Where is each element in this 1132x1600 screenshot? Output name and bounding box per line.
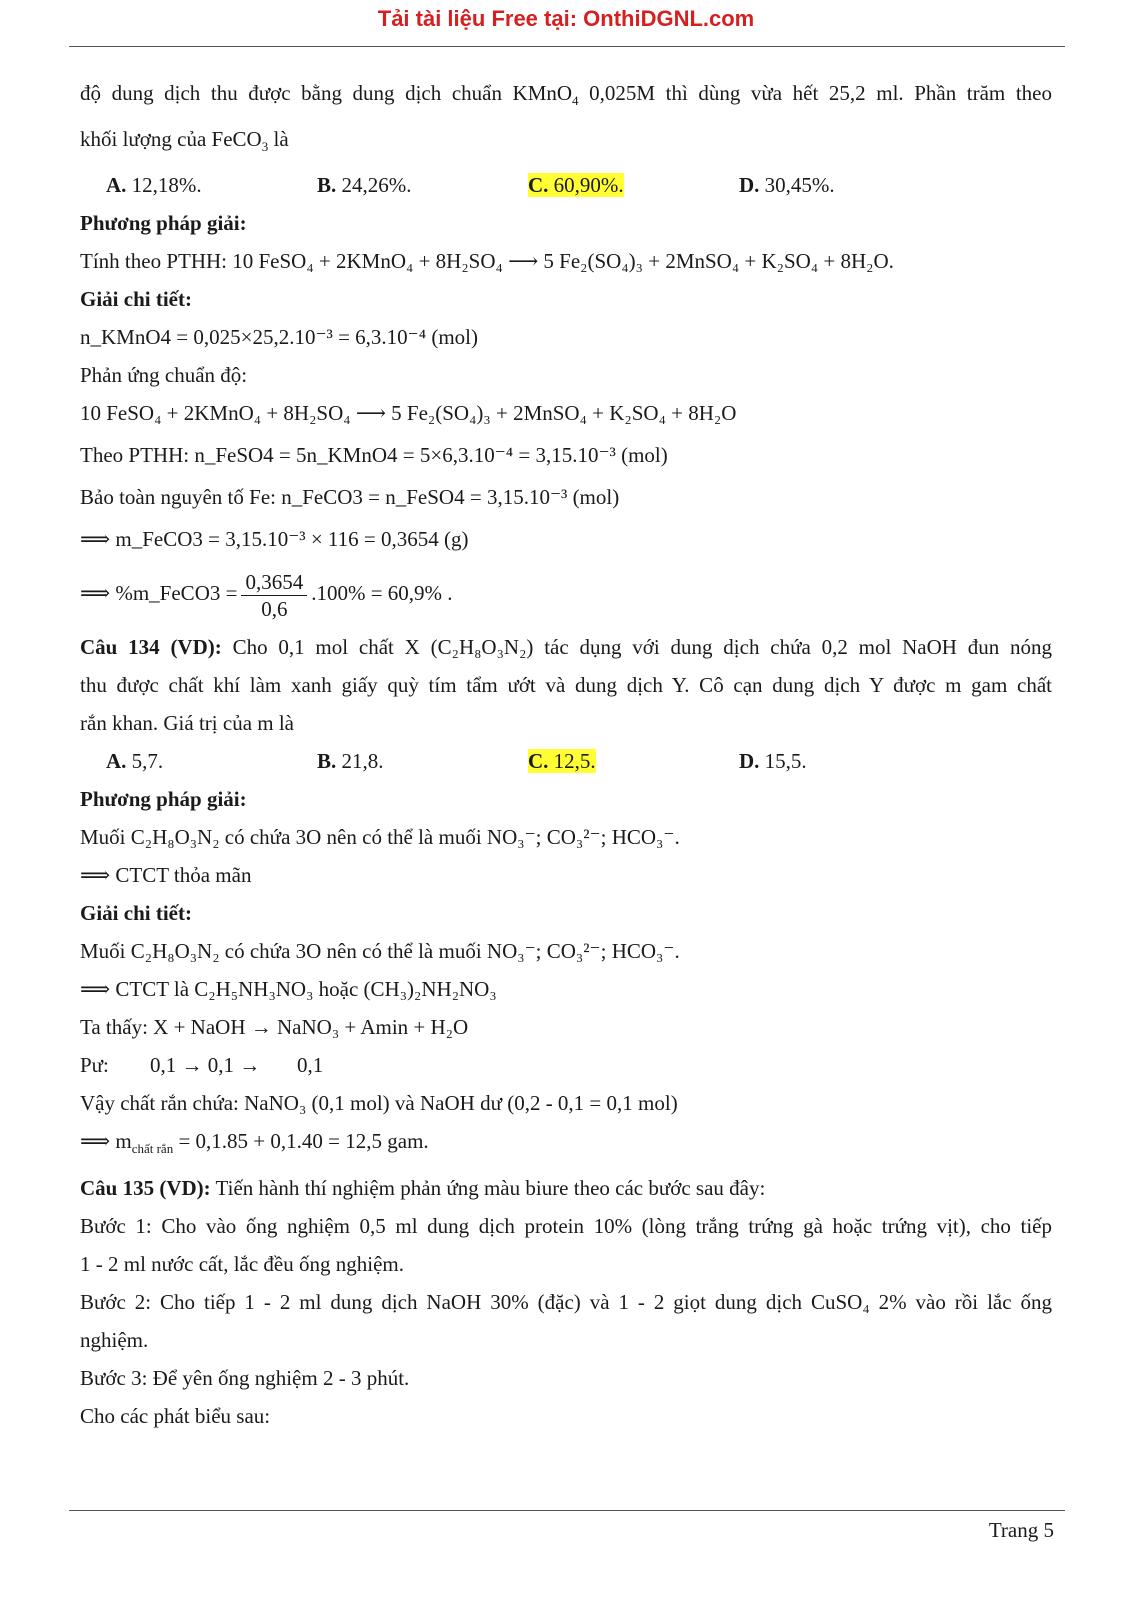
q134-text-line-3: rắn khan. Giá trị của m là [80, 711, 294, 736]
q135-step1-line-1: Bước 1: Cho vào ống nghiệm 0,5 ml dung dịch protein 10% (lòng trắng trứng gà hoặc trứng vịt), cho tiếp [80, 1213, 1052, 1238]
q135-step2-line-2: nghiệm. [80, 1327, 149, 1352]
q134-option-c-correct[interactable]: C. 12,5. [528, 749, 596, 774]
q133-option-a[interactable]: A. 12,18%. [106, 173, 202, 198]
q134-detail-title: Giải chi tiết: [80, 901, 192, 926]
q135-statements-intro: Cho các phát biểu sau: [80, 1403, 271, 1428]
q134-detail-line-3: Ta thấy: X + NaOH → NaNO₃ + Amin + H₂O [80, 1015, 469, 1040]
q133-intro-line-2: khối lượng của FeCO$_3$ là [80, 127, 289, 155]
q133-titration-label: Phản ứng chuẩn độ: [80, 363, 248, 388]
q134-detail-line-4: Pư: 0,1 → 0,1 → 0,1 [80, 1053, 324, 1078]
page-number: Trang 5 [988, 1518, 1054, 1542]
q134-option-b[interactable]: B. 21,8. [317, 749, 384, 774]
q134-detail-line-5: Vậy chất rắn chứa: NaNO₃ (0,1 mol) và NaOH dư (0,2 - 0,1 = 0,1 mol) [80, 1091, 678, 1116]
q134-detail-line-6: ⟹ $m_{chất rắn} = 0,1.85 + 0,1.40 = 12,5$ gam. [80, 1129, 429, 1157]
q134-options [80, 742, 1052, 780]
q133-method-title: Phương pháp giải: [80, 211, 247, 236]
q134-method-title: Phương pháp giải: [80, 787, 247, 812]
q134-detail-line-2: ⟹ CTCT là C₂H₅NH₃NO₃ hoặc (CH₃)₂NH₂NO₃ [80, 977, 497, 1002]
footer-divider [69, 1510, 1065, 1511]
q133-option-b[interactable]: B. 24,26%. [317, 173, 412, 198]
q135-step1-line-2: 1 - 2 ml nước cất, lắc đều ống nghiệm. [80, 1251, 404, 1276]
page-content [80, 74, 1052, 1435]
q134-option-d[interactable]: D. 15,5. [739, 749, 807, 774]
q135-step2-line-1: Bước 2: Cho tiếp 1 - 2 ml dung dịch NaOH 30% (đặc) và 1 - 2 giọt dung dịch CuSO₄ 2% vào rồi lắc ống [80, 1289, 1052, 1314]
q134-option-a[interactable]: A. 5,7. [106, 749, 164, 774]
q135-title-line: Câu 135 (VD): Tiến hành thí nghiệm phản ứng màu biure theo các bước sau đây: [80, 1175, 766, 1200]
q133-options [80, 166, 1052, 204]
site-header-banner: Tải tài liệu Free tại: OnthiDGNL.com [377, 6, 755, 31]
q133-method-text: Tính theo PTHH: 10 FeSO₄ + 2KMnO₄ + 8H₂SO₄ ⟶ 5 Fe₂(SO₄)₃ + 2MnSO₄ + K₂SO₄ + 8H₂O. [80, 249, 894, 274]
q133-eq-percent: ⟹ %m_FeCO3 = $\frac{0,3654}{0,6}$ .100% = 60,9% . [80, 570, 453, 622]
fraction: $\frac{0,3654}{0,6}$ [241, 569, 307, 622]
q133-eq-m-feco3: ⟹ m_FeCO3 = 3,15.10⁻³ × 116 = 0,3654 (g) [80, 527, 469, 552]
q133-eq-n-feco3: Bảo toàn nguyên tố Fe: n_FeCO3 = n_FeSO4 = 3,15.10⁻³ (mol) [80, 485, 620, 510]
q133-titration-eq: 10 FeSO₄ + 2KMnO₄ + 8H₂SO₄ ⟶ 5 Fe₂(SO₄)₃ + 2MnSO₄ + K₂SO₄ + 8H₂O [80, 401, 737, 426]
q133-intro-line-1: độ dung dịch thu được bằng dung dịch chuẩn KMnO$_4$ 0,025M thì dùng vừa hết 25,2 ml. Phần trăm theo [80, 81, 1052, 109]
q133-option-d[interactable]: D. 30,45%. [739, 173, 835, 198]
q134-text-line-2: thu được chất khí làm xanh giấy quỳ tím tẩm ướt và dung dịch Y. Cô cạn dung dịch Y được m gam chất [80, 673, 1052, 698]
q133-eq-n-feso4: Theo PTHH: n_FeSO4 = 5n_KMnO4 = 5×6,3.10⁻⁴ = 3,15.10⁻³ (mol) [80, 443, 668, 468]
q134-detail-line-1: Muối C₂H₈O₃N₂ có chứa 3O nên có thể là muối NO₃⁻; CO₃²⁻; HCO₃⁻. [80, 939, 680, 964]
header-divider [69, 46, 1065, 47]
q134-method-line-2: ⟹ CTCT thỏa mãn [80, 863, 252, 888]
q133-option-c-correct[interactable]: C. 60,90%. [528, 173, 624, 198]
q133-detail-title: Giải chi tiết: [80, 287, 192, 312]
q135-step3-line: Bước 3: Để yên ống nghiệm 2 - 3 phút. [80, 1365, 410, 1390]
q134-text-line-1: Câu 134 (VD): Cho 0,1 mol chất X (C₂H₈O₃N₂) tác dụng với dung dịch chứa 0,2 mol NaOH đun nóng [80, 635, 1052, 660]
q133-eq-n-kmno4: n_KMnO4 = 0,025×25,2.10⁻³ = 6,3.10⁻⁴ (mol) [80, 325, 478, 350]
q134-method-line-1: Muối C₂H₈O₃N₂ có chứa 3O nên có thể là muối NO₃⁻; CO₃²⁻; HCO₃⁻. [80, 825, 680, 850]
